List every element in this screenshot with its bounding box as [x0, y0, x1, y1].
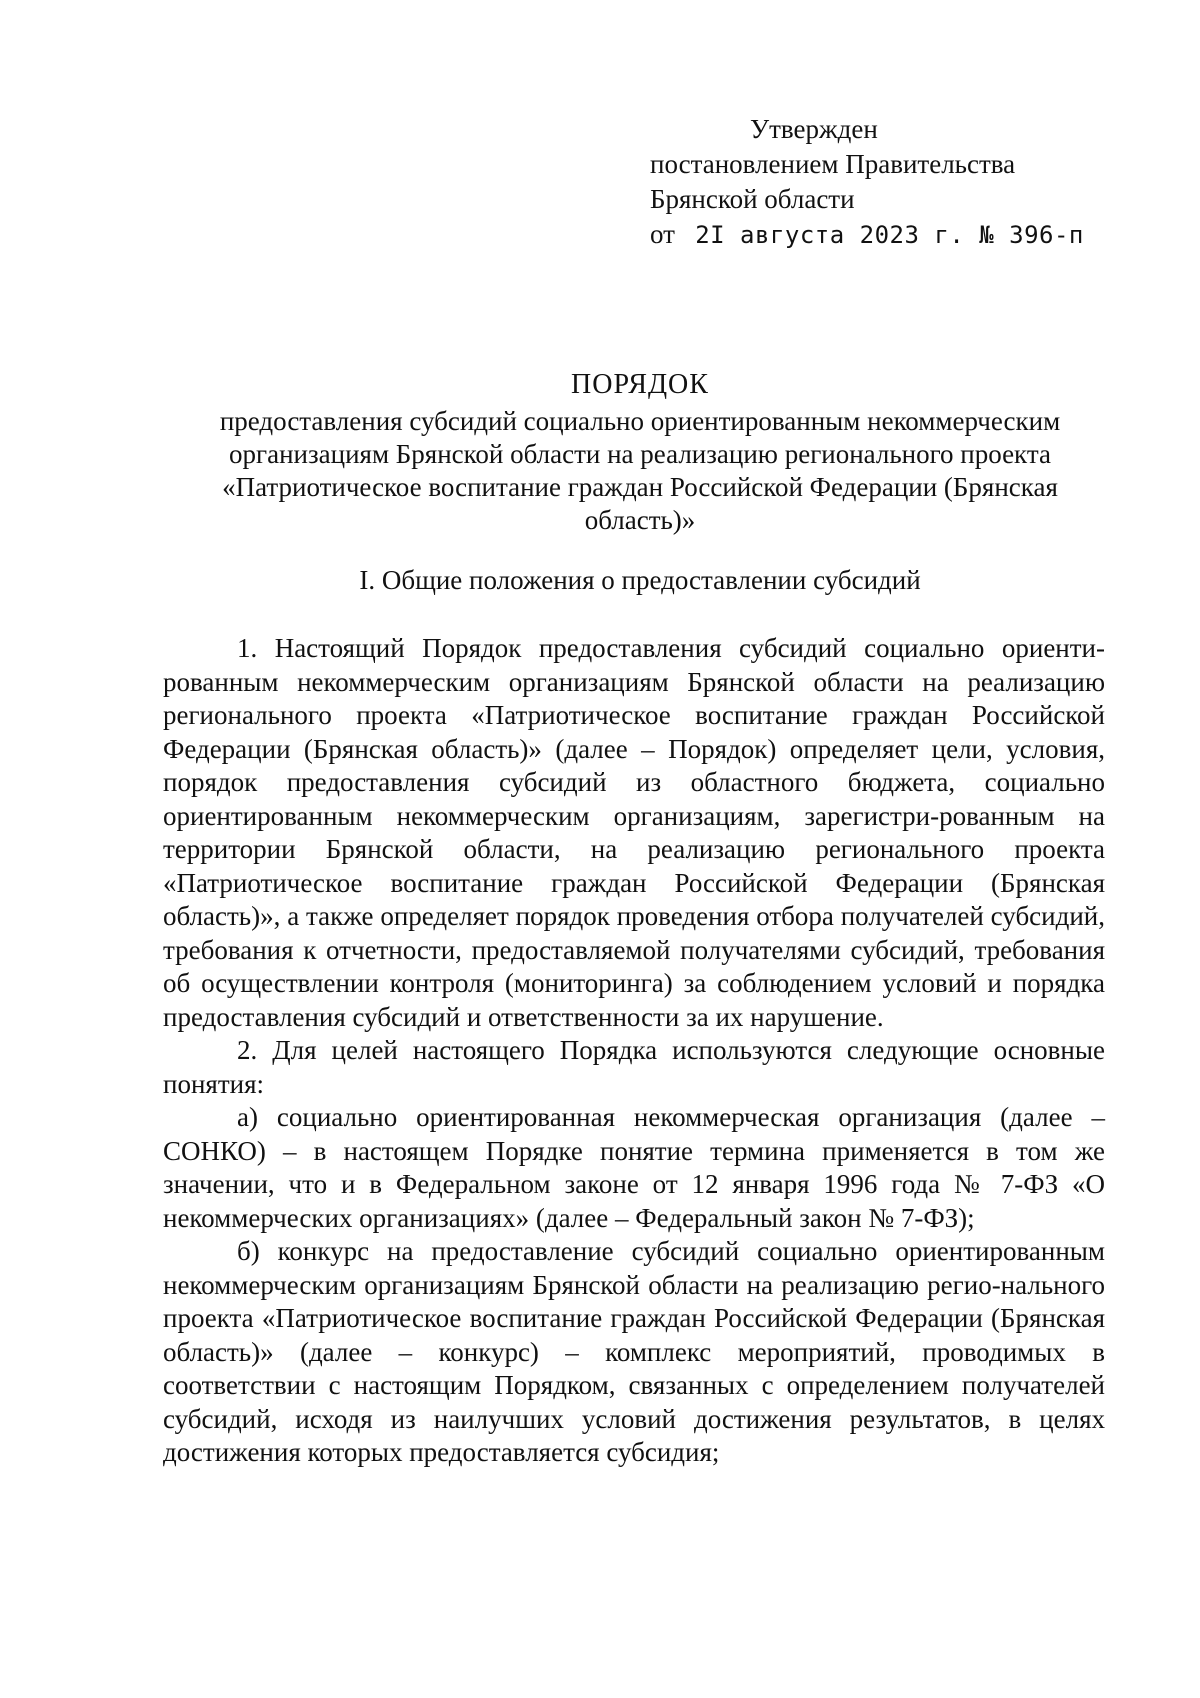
document-subtitle-line: предоставления субсидий социально ориентированным некоммерческим [219, 406, 1061, 436]
approval-approved: Утвержден [750, 114, 878, 144]
document-subtitle-line: область)» [584, 505, 696, 535]
approval-date-value: 2I августа 2023 г. № 396-п [695, 221, 1084, 249]
document-title-block [160, 368, 1120, 537]
document-subtitle-line: «Патриотическое воспитание граждан Российской Федерации (Брянская [222, 472, 1058, 502]
document-body [163, 632, 1105, 1470]
document-subtitle-line: организациям Брянской области на реализацию регионального проекта [229, 439, 1051, 469]
paragraph: б) конкурс на предоставление субсидий социально ориентированным некоммерческим организациям Брянской области на реализацию регио-нального проекта «Патриотическое воспитание граждан Российской Федерации (Брянская область)» (далее – конкурс) – комплекс мероприятий, проводимых в соответствии с настоящим Порядком, связанных с определением получателей субсидий, исходя из наилучших условий достижения результатов, в целях достижения которых предоставляется субсидия; [163, 1236, 1105, 1467]
approval-stamp [650, 112, 1120, 253]
paragraph: а) социально ориентированная некоммерческая организация (далее – СОНКО) – в настоящем Порядке понятие термина применяется в том же значении, что и в Федеральном законе от 12 января 1996 года № 7-ФЗ «О некоммерческих организациях» (далее – Федеральный закон № 7-ФЗ); [163, 1102, 1105, 1233]
document-title: ПОРЯДОК [571, 369, 709, 400]
approval-region: Брянской области [650, 184, 855, 214]
approval-resolution: постановлением Правительства [650, 149, 1016, 179]
paragraph: 1. Настоящий Порядок предоставления субсидий социально ориенти-рованным некоммерческим организациям Брянской области на реализацию регионального проекта «Патриотическое воспитание граждан Российской Федерации (Брянская область)» (далее – Порядок) определяет цели, условия, порядок предоставления субсидий из областного бюджета, социально ориентированным некоммерческим организациям, зарегистри-рованным на территории Брянской области, на реализацию регионального проекта «Патриотическое воспитание граждан Российской Федерации (Брянская область)», а также определяет порядок проведения отбора получателей субсидий, требования к отчетности, предоставляемой получателями субсидий, требования об осуществлении контроля (мониторинга) за соблюдением условий и порядка предоставления субсидий и ответственности за их нарушение. [163, 633, 1105, 1032]
approval-date-line [650, 217, 1120, 253]
paragraph: 2. Для целей настоящего Порядка используются следующие основные понятия: [163, 1035, 1105, 1099]
section-heading: I. Общие положения о предоставлении субсидий [359, 565, 921, 595]
approval-date-prefix: от [650, 219, 675, 249]
